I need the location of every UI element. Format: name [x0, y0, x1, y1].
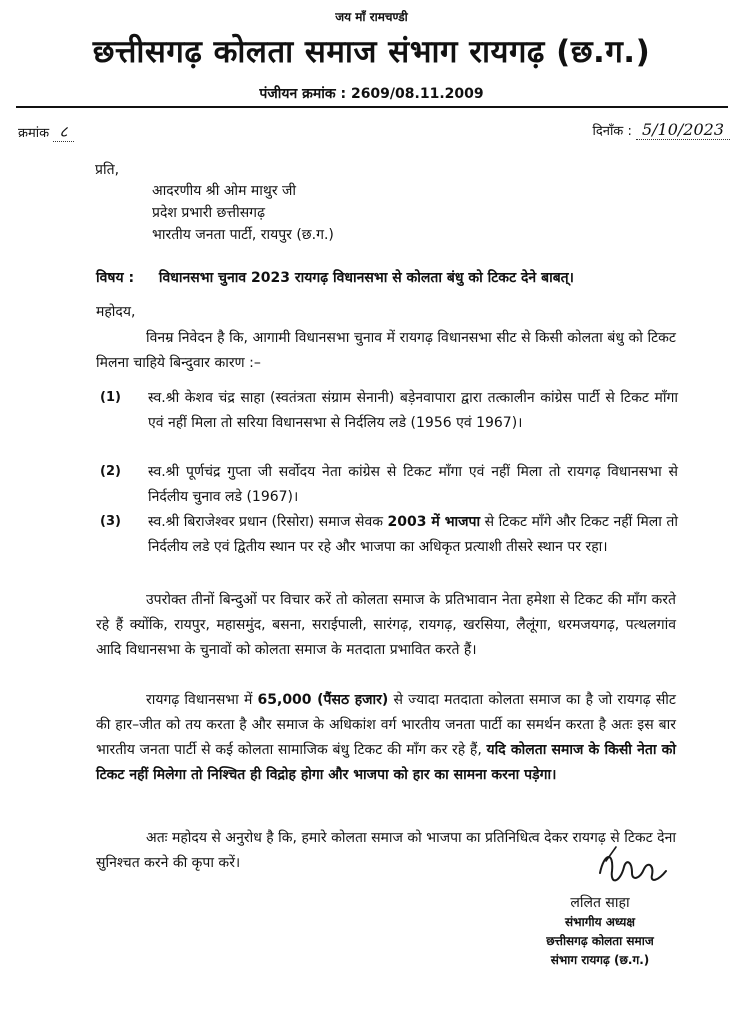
header-divider	[16, 106, 728, 108]
recipient-address	[152, 180, 334, 246]
recipient-prefix: प्रति,	[95, 162, 120, 178]
signatory-org: संभाग रायगढ़ (छ.ग.)	[550, 953, 650, 967]
date-value: 5/10/2023	[636, 120, 730, 140]
reference-row	[18, 120, 730, 144]
point-text: स्व.श्री पूर्णचंद्र गुप्ता जी सर्वोदय नेता कांग्रेस से टिकट माँगा एवं नहीं मिला तो रायगढ़ विधानसभा से निर्दलीय चुनाव लडे (1967)।	[148, 464, 678, 505]
warning-statement: यदि कोलता समाज के किसी नेता को टिकट नहीं मिलेगा तो निश्चित ही विद्रोह होगा और भाजपा को हार का सामना करना पड़ेगा।	[96, 742, 676, 783]
registration-number: पंजीयन क्रमांक : 2609/08.11.2009	[259, 86, 484, 102]
reference-value: ८	[53, 122, 73, 142]
request-paragraph: अतः महोदय से अनुरोध है कि, हमारे कोलता समाज को भाजपा का प्रतिनिधित्व देकर रायगढ़ से टिकट देना सुनिश्चत करने की कृपा करें।	[96, 830, 676, 871]
intro-paragraph: विनम्र निवेदन है कि, आगामी विधानसभा चुनाव में रायगढ़ विधानसभा सीट से किसी कोलता बंधु को टिकट मिलना चाहिये बिन्दुवार कारण :–	[96, 330, 676, 371]
signatory-name: ललित साहा	[570, 895, 630, 911]
point-number: (2)	[100, 464, 121, 479]
invocation-text: जय माँ रामचण्डी	[335, 10, 408, 24]
subject-line	[96, 268, 716, 287]
subject-text: विधानसभा चुनाव 2023 रायगढ़ विधानसभा से कोलता बंधु को टिकट देने बाबत्।	[158, 270, 574, 286]
organization-title: छत्तीसगढ़ कोलता समाज संभाग रायगढ़ (छ.ग.)	[92, 34, 651, 70]
point-number: (3)	[100, 514, 121, 529]
point-text: स्व.श्री केशव चंद्र साहा (स्वतंत्रता संग्राम सेनानी) बड़ेनवापारा द्वारा तत्कालीन कांग्रेस पार्टी से टिकट माँगा एवं नहीं मिला तो सरिया विधानसभा से निर्दलिय लडे (1956 एवं 1967)।	[148, 390, 678, 431]
reference-number	[18, 120, 74, 142]
date-label: दिनाँक	[592, 124, 624, 139]
voter-count: 65,000 (पैंसठ हजार)	[257, 692, 389, 708]
signature-block	[520, 894, 680, 970]
signatory-designation: संभागीय अध्यक्ष	[565, 915, 635, 929]
signatory-org: छत्तीसगढ़ कोलता समाज	[546, 934, 654, 948]
reference-label: क्रमांक	[18, 126, 50, 141]
handwritten-signature	[592, 843, 672, 893]
body-paragraph: उपरोक्त तीनों बिन्दुओं पर विचार करें तो कोलता समाज के प्रतिभावान नेता हमेशा से टिकट की माँग करते रहे हैं क्योंकि, रायपुर, महासमुंद, बसना, सराईपाली, सारंगढ़, रायगढ़, खरसिया, लैलूंगा, धरमजयगढ़, पत्थलगांव आदि विधानसभा के चुनावों को कोलता समाज के मतदाता प्रभावित करते हैं।	[96, 592, 676, 658]
letter-date: दिनाँक : 5/10/2023	[592, 120, 730, 139]
salutation: महोदय,	[96, 304, 136, 320]
subject-label: विषय :	[96, 270, 135, 286]
point-emphasis: 2003 में भाजपा	[387, 514, 481, 530]
recipient-line: आदरणीय श्री ओम माथुर जी	[152, 183, 297, 199]
point-text: स्व.श्री बिराजेश्वर प्रधान (रिसोरा) समाज सेवक 2003 में भाजपा से टिकट माँगे और टिकट नहीं मिला तो निर्दलीय लडे एवं द्वितीय स्थान पर रहे और भाजपा का अधिकृत प्रत्याशी तीसरे स्थान पर रहा।	[148, 514, 678, 555]
recipient-line: प्रदेश प्रभारी छत्तीसगढ़	[152, 205, 265, 221]
body-paragraph: रायगढ़ विधानसभा में 65,000 (पैंसठ हजार) से ज्यादा मतदाता कोलता समाज का है जो रायगढ़ सीट की हार–जीत को तय करता है और समाज के अधिकांश वर्ग भारतीय जनता पार्टी का समर्थन करता है अतः इस बार भारतीय जनता पार्टी से कई कोलता सामाजिक बंधु टिकट की माँग कर रहे हैं, यदि कोलता समाज के किसी नेता को टिकट नहीं मिलेगा तो निश्चित ही विद्रोह होगा और भाजपा को हार का सामना करना पड़ेगा।	[96, 692, 676, 783]
point-number: (1)	[100, 390, 121, 405]
recipient-line: भारतीय जनता पार्टी, रायपुर (छ.ग.)	[152, 227, 334, 243]
